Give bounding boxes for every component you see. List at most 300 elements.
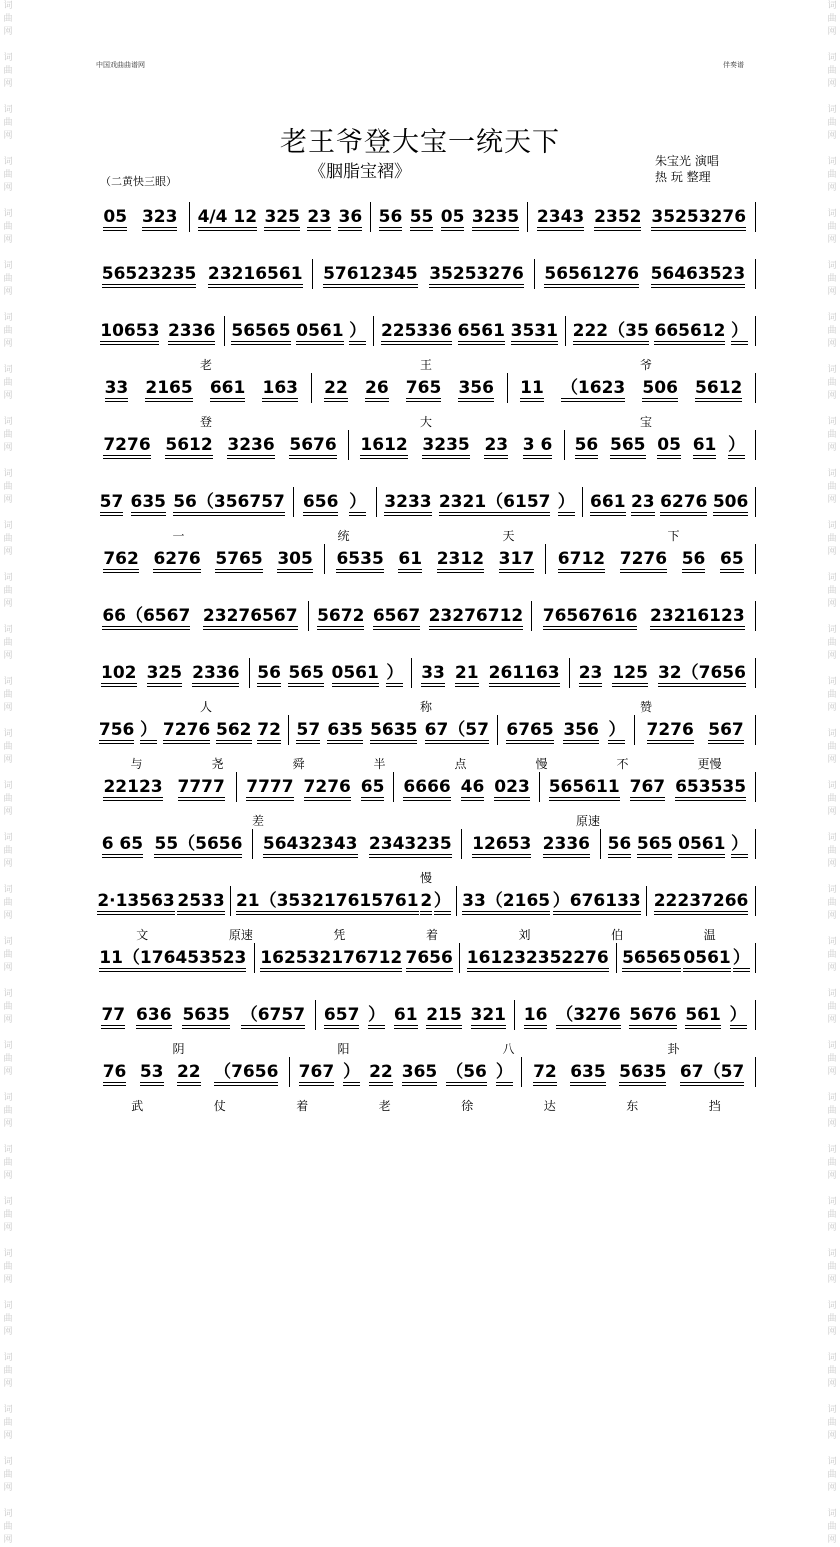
mode-marking: （二黄快三眼） [100,175,177,188]
lyric-syllable: 卦 [667,1042,680,1056]
watermark-right: 词 曲 网 词 曲 网 词 曲 网 词 曲 网 词 曲 网 词 曲 网 词 曲 网 词 曲 网 词 曲 网 词 曲 网 词 曲 网 词 曲 网 词 曲 网 词 曲 网 词 曲 网 词 曲 网 词 曲 网 词 曲 网 词 曲 网 词 曲 网 词 曲 网 词 曲 网 词 曲 网 词 曲 网 词 曲 网 词 曲 网 词 曲 网 词 曲 网 词 曲 网 词 曲 网 [827,1,837,1545]
measure [522,1057,756,1087]
measure [546,544,756,574]
note-group: 22 [324,378,348,398]
note-group: 565611 [548,777,620,797]
note-group: ） [349,321,367,341]
lyric-syllable: 舜 [292,757,305,771]
note-group: 56（356757 [173,492,285,512]
note-group: ） [731,321,749,341]
system-measures [96,943,756,977]
note-group: 635 [327,720,363,740]
measure [601,829,756,859]
note-group: 7777 [246,777,294,797]
lyric-syllable: 慢 [535,757,548,771]
note-group: 356 [563,720,599,740]
score-subtitle: 《胭脂宝褶》 [309,162,411,182]
note-group: 56 [378,207,403,227]
note-group: ） [731,834,749,854]
lyric-syllable: 老 [199,358,212,372]
note-group: 7276 [303,777,351,797]
note-group: 305 [277,549,313,569]
note-group: 5676 [289,435,337,455]
note-group: 215 [426,1005,462,1025]
lyric-syllable: 爷 [639,358,652,372]
note-group: 3531 [510,321,558,341]
note-group: 2 [420,891,433,911]
note-group: 4/4 12 [197,207,258,227]
note-group: 661 [209,378,246,398]
note-group: 5672 [317,606,365,626]
note-group: ） [495,1062,513,1082]
note-group: 6567 [372,606,421,626]
note-group: 506 [642,378,678,398]
note-group: 7656 [405,948,453,968]
note-group: 762 [103,549,139,569]
lyric-syllable: 凭 [333,928,346,942]
header-site-name: 中国戏曲曲谱网 [96,61,145,69]
note-group: 6276 [660,492,708,512]
note-group: 32（7656 [657,663,746,683]
note-group: ）676133 [552,891,641,911]
note-group: 125 [612,663,648,683]
note-group: 261163 [488,663,560,683]
note-group: 12653 [472,834,532,854]
credit-arranger: 热 玩 整理 [655,170,711,184]
measure [316,1000,516,1030]
note-group: 10653 [100,321,160,341]
lyric-syllable: 八 [502,1042,515,1056]
note-group: 325 [264,207,300,227]
note-group: 665612 [654,321,726,341]
note-group: ） [728,435,746,455]
lyric-line [96,527,756,543]
score-system [96,202,756,236]
note-group: ） [343,1062,361,1082]
system-measures [96,886,756,920]
note-group: 3235 [471,207,520,227]
lyric-syllable: 半 [373,757,386,771]
system-measures [96,1000,756,1034]
score-system [96,544,756,578]
note-group: 2165 [145,378,193,398]
note-group: 365 [401,1062,438,1082]
measure [96,772,237,802]
note-group: ） [386,663,404,683]
lyric-line [96,926,756,942]
note-group: 561 [685,1005,721,1025]
note-group: ） [140,720,158,740]
watermark-left: 词 曲 网 词 曲 网 词 曲 网 词 曲 网 词 曲 网 词 曲 网 词 曲 网 词 曲 网 词 曲 网 词 曲 网 词 曲 网 词 曲 网 词 曲 网 词 曲 网 词 曲 网 词 曲 网 词 曲 网 词 曲 网 词 曲 网 词 曲 网 词 曲 网 词 曲 网 词 曲 网 词 曲 网 词 曲 网 词 曲 网 词 曲 网 词 曲 网 词 曲 网 词 曲 网 [3,1,13,1545]
note-group: 22123 [103,777,163,797]
measure [325,544,546,574]
lyric-syllable: 点 [454,757,467,771]
note-group: （6757 [240,1005,306,1025]
note-group: 33 [104,378,129,398]
measure [457,886,647,916]
measure [460,943,618,973]
measure [635,715,756,745]
note-group: 3233 [384,492,432,512]
note-group: 2·13563 [97,891,175,911]
lyric-syllable: 东 [626,1099,639,1113]
note-group: 56 [681,549,706,569]
lyric-syllable: 着 [425,928,438,942]
measure [617,943,756,973]
note-group: 67（57 [679,1062,745,1082]
measure [508,373,756,403]
note-group: ） [608,720,626,740]
measure [374,316,566,346]
note-group: 5635 [182,1005,230,1025]
note-group: （7656 [214,1062,279,1082]
note-group: 5635 [619,1062,667,1082]
note-group: 2352 [594,207,642,227]
note-group: 57 [296,720,321,740]
score-system [96,259,756,293]
measure [96,658,250,688]
lyric-syllable: 人 [199,700,212,714]
note-group: 23 [484,435,509,455]
measure [225,316,375,346]
score-system [96,430,756,464]
header-score-type: 伴奏谱 [723,61,744,69]
note-group: 6 65 [101,834,144,854]
system-measures [96,373,756,407]
note-group: 05 [440,207,465,227]
note-group: 3236 [227,435,275,455]
lyric-syllable: 刘 [518,928,531,942]
note-group: 23 [630,492,655,512]
note-group: 57 [99,492,124,512]
measure [528,202,756,232]
note-group: 765 [405,378,442,398]
lyric-syllable: 文 [136,928,149,942]
system-measures [96,829,756,863]
lyric-syllable: 差 [251,814,264,828]
measure [532,601,756,631]
measure [515,1000,756,1030]
lyric-syllable: 温 [703,928,716,942]
score-system [96,1000,756,1056]
note-group: ） [349,492,367,512]
note-group: ） [732,948,750,968]
measure [96,259,313,289]
measure [237,772,394,802]
note-group: ） [368,1005,386,1025]
system-measures [96,715,756,749]
lyric-syllable: 统 [337,529,350,543]
note-group: 2321（6157 [438,492,551,512]
system-measures [96,772,756,806]
note-group: 56 [574,435,599,455]
note-group: 22 [176,1062,201,1082]
note-group: 3 6 [522,435,553,455]
lyric-syllable: 达 [543,1099,556,1113]
note-group: 565 [636,834,673,854]
measure [535,259,756,289]
lyric-syllable: 挡 [708,1099,721,1113]
note-group: 321 [470,1005,507,1025]
lyric-line [96,1097,756,1113]
measure [250,658,413,688]
note-group: 56 [607,834,632,854]
lyric-syllable: 宝 [639,415,652,429]
note-group: 2336 [542,834,590,854]
lyric-syllable: 尧 [211,757,224,771]
note-group: 506 [712,492,749,512]
measure [96,1000,316,1030]
note-group: 11 [520,378,544,398]
lyric-line [96,869,756,885]
system-measures [96,259,756,293]
note-group: 56565 [622,948,682,968]
note-group: 65 [720,549,744,569]
note-group: 222（35 [572,321,649,341]
note-group: ） [557,492,575,512]
measure [96,202,190,232]
note-group: 023 [494,777,530,797]
note-group: 2312 [436,549,485,569]
measure [312,373,508,403]
note-group: 5676 [629,1005,677,1025]
note-group: 05 [657,435,681,455]
lyric-syllable: 与 [130,757,143,771]
lyric-syllable: 徐 [461,1099,474,1113]
note-group: 23276567 [202,606,298,626]
measure [647,886,756,916]
note-group: 61 [393,1005,418,1025]
lyric-syllable: 武 [131,1099,144,1113]
note-group: 56561276 [544,264,640,284]
measure [583,487,756,517]
notation-score [96,0,756,1169]
measure [462,829,600,859]
note-group: 0561 [296,321,344,341]
lyric-syllable: 王 [419,358,432,372]
note-group: 567 [708,720,744,740]
note-group: 225336 [380,321,452,341]
note-group: 565 [288,663,324,683]
note-group: 53 [139,1062,164,1082]
note-group: 7276 [162,720,211,740]
measure [96,715,289,745]
note-group: 323 [141,207,178,227]
note-group: 76 [102,1062,127,1082]
note-group: 2343 [536,207,585,227]
score-title: 老王爷登大宝一统天下 [280,127,560,158]
note-group: 635 [570,1062,606,1082]
note-group: 72 [257,720,281,740]
note-group: 7276 [103,435,151,455]
lyric-syllable: 着 [296,1099,309,1113]
note-group: 33 [421,663,445,683]
measure [231,886,457,916]
lyric-syllable: 仗 [213,1099,226,1113]
note-group: ） [729,1005,747,1025]
note-group: 7777 [177,777,225,797]
lyric-syllable: 大 [419,415,432,429]
note-group: 661 [590,492,626,512]
note-group: 562 [216,720,252,740]
note-group: 636 [136,1005,172,1025]
measure [570,658,756,688]
measure [290,1057,522,1087]
note-group: 05 [103,207,128,227]
note-group: 36 [338,207,363,227]
credit-singer: 朱宝光 演唱 [655,154,719,168]
note-group: （1623 [560,378,626,398]
note-group: 56565 [231,321,291,341]
measure [313,259,534,289]
note-group: 65 [360,777,385,797]
lyric-syllable: 原速 [228,928,253,942]
system-measures [96,658,756,692]
note-group: 66（6567 [102,606,191,626]
measure [565,430,756,460]
system-measures [96,202,756,236]
note-group: 61 [692,435,717,455]
lyric-syllable: 更慢 [697,757,722,771]
lyric-line [96,356,756,372]
note-group: 23216123 [650,606,745,626]
note-group: 756 [98,720,135,740]
system-measures [96,430,756,464]
note-group: 6561 [457,321,505,341]
measure [498,715,636,745]
measure [96,829,253,859]
note-group: 56523235 [101,264,197,284]
lyric-syllable: 登 [199,415,212,429]
score-system [96,886,756,942]
score-system [96,373,756,429]
measure [349,430,565,460]
score-system [96,601,756,635]
note-group: 0561 [683,948,731,968]
note-group: 23 [578,663,603,683]
lyric-syllable: 慢 [419,871,432,885]
lyric-syllable: 不 [616,757,629,771]
measure [540,772,756,802]
note-group: 161232352276 [466,948,609,968]
note-group: 102 [101,663,137,683]
system-measures [96,487,756,521]
measure [255,943,460,973]
note-group: 3235 [422,435,470,455]
note-group: 16 [523,1005,548,1025]
note-group: 565 [610,435,646,455]
measure [96,943,255,973]
note-group: 61 [398,549,423,569]
note-group: 1612 [360,435,408,455]
measure [96,886,231,916]
measure [289,715,498,745]
score-system [96,316,756,372]
note-group: 21（353217615761 [235,891,419,911]
score-system [96,658,756,714]
lyric-syllable: 伯 [611,928,624,942]
note-group: ） [433,891,451,911]
lyric-syllable: 称 [419,700,432,714]
measure [96,373,312,403]
note-group: 67（57 [424,720,489,740]
system-measures [96,544,756,578]
note-group: 22237266 [653,891,749,911]
note-group: 2336 [192,663,240,683]
system-measures [96,601,756,635]
lyric-syllable: 阴 [172,1042,185,1056]
lyric-line [96,812,756,828]
measure [412,658,570,688]
note-group: 5612 [165,435,213,455]
note-group: 317 [498,549,535,569]
measure [190,202,371,232]
note-group: 325 [146,663,183,683]
measure [96,1057,290,1087]
note-group: 21 [454,663,479,683]
note-group: 7276 [646,720,694,740]
note-group: 56463523 [650,264,746,284]
measure [566,316,756,346]
score-system [96,943,756,977]
measure [96,487,294,517]
note-group: 56432343 [262,834,358,854]
measure [96,601,309,631]
note-group: 635 [130,492,166,512]
note-group: 0561 [678,834,726,854]
note-group: 6276 [153,549,201,569]
note-group: 35253276 [429,264,524,284]
system-measures [96,316,756,350]
note-group: （3276 [556,1005,621,1025]
note-group: 11（176453523 [99,948,247,968]
note-group: 767 [629,777,666,797]
note-group: 163 [262,378,298,398]
note-group: 35253276 [651,207,747,227]
note-group: 2343235 [368,834,452,854]
note-group: 7276 [619,549,668,569]
note-group: 6765 [506,720,554,740]
note-group: 767 [298,1062,335,1082]
lyric-syllable: 一 [172,529,185,543]
score-system [96,829,756,885]
measure [309,601,533,631]
note-group: 6712 [557,549,606,569]
score-system [96,487,756,543]
measure [294,487,377,517]
lyric-syllable: 赞 [639,700,652,714]
note-group: 653535 [675,777,747,797]
lyric-syllable: 阳 [337,1042,350,1056]
note-group: 656 [302,492,339,512]
measure [253,829,462,859]
measure [96,430,349,460]
measure [394,772,539,802]
note-group: 77 [101,1005,126,1025]
lyric-syllable: 老 [378,1099,391,1113]
score-system [96,772,756,828]
note-group: 22 [369,1062,393,1082]
note-group: 55 [409,207,434,227]
note-group: 162532176712 [260,948,403,968]
measure [371,202,528,232]
note-group: 23276712 [428,606,524,626]
note-group: 2533 [177,891,225,911]
note-group: 57612345 [323,264,418,284]
note-group: 26 [364,378,389,398]
note-group: 33（2165 [462,891,551,911]
lyric-syllable: 天 [502,529,515,543]
